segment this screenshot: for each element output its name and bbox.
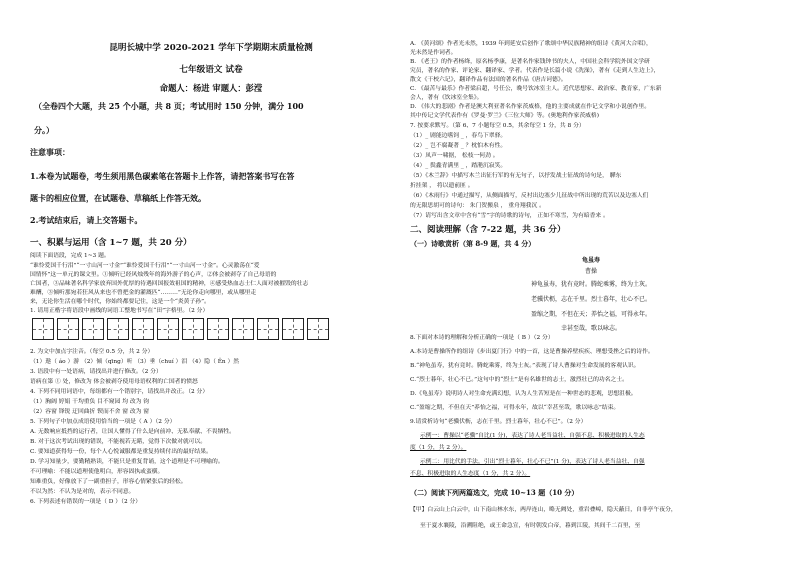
- q7-item7: （7）请写出含文章中含有“雪”字的诗歌的诗句， 正如不寒雪，为有暗香来 。: [410, 213, 609, 219]
- q9-example-1b: 度（1 分，共 2 分）。: [410, 445, 467, 451]
- q6-option-a: A. 《黄河颂》作者光未然，1939 年到延安后创作了歌颂中华民族精神的组诗《黄河大合唱》，: [410, 41, 652, 47]
- q6-option-b2: 究员，著名的作家、评论家、翻译家、学者。代表作是长篇小说《洗澡》，著有《走到人生边上》，: [410, 68, 660, 74]
- note-1a: 1.本卷为试题卷，考生须用黑色碳素笔在答题卡上作答，请把答案书写在答: [30, 171, 295, 181]
- exam-intro-line2: 分。）: [34, 125, 54, 135]
- passage-jia-line1: 【甲】白云山上白云中，山下南山林水东，两岸连山，略无阙处，重岩叠嶂，隐天蔽日，自非亭午夜分，: [410, 507, 677, 513]
- part2-sub1: （一）诗歌赏析（第 8-9 题，共 4 分）: [410, 239, 536, 248]
- exam-subtitle: 七年级语文 试卷: [179, 65, 243, 75]
- exam-intro-line1: （全卷四个大题，共 25 个小题，共 8 页；考试用时 150 分钟，满分 100: [34, 101, 304, 111]
- q9-example-1: 示例一：曹操以“老骥”自比(1 分)，表达了诗人老当益壮、自强不息、积极进取的人生态: [420, 433, 645, 439]
- question-5-note3: 不以为然：不认为是对的，表示不同意。: [30, 489, 135, 495]
- q6-option-c: C. 《最苦与最乐》作者梁启超，号任公，晚号饮冰室主人。近代思想家、政治家、教育家，广东新: [410, 86, 662, 92]
- q7-item5b: 折挂架 ， 将以遗前匪 。: [410, 183, 474, 189]
- q8-option-d: D.《龟虽寿》说明诗人对生命充满幻想，认为人生苦短是在一种世态的悲观，思想沮极。: [410, 391, 637, 397]
- q8-option-a: A.本诗是曹操所作的组诗《步出夏门行》中的一首，这是曹操养壁疾疾、理想受挫之后的诗作。: [410, 349, 654, 355]
- q7-item6b: 的无限思胡可的诗句： 朱门贺搬泉 ， 重舟翔我沉 。: [410, 203, 545, 209]
- question-4-row2: （2）容窗 锋锐 迂回曲折 锲而不舍 窗 改为 窗: [30, 409, 150, 415]
- tian-box[interactable]: [82, 318, 104, 340]
- question-5-note1: 不可理喻：不能以道理使他明白，形容固执或蛮横。: [30, 469, 164, 475]
- exam-authors: 命题人：杨进 审题人：彭滢: [159, 83, 263, 93]
- left-column: [30, 0, 392, 562]
- question-5-option-c: C. 要知道获得每一份，每个人心悦诚服都是重复持续付出的最好结果。: [30, 449, 212, 455]
- part1-read: 阅读下面语段，完成 1~3 题。: [30, 253, 110, 259]
- question-7: 7. 按要求默写。（第 6、7 小题每空 0.5，其余每空 1 分，共 8 分）: [410, 123, 585, 129]
- q9-example-2b: 不息、积极进取的人生态度（1 分，共 2 分）。: [410, 471, 531, 477]
- q7-item4: （4）_ 鬓鑫青满里 _ ，踏滟沉寂笑。: [410, 163, 507, 169]
- note-2: 2.考试结束后，请上交答题卡。: [30, 215, 143, 225]
- question-6: 6. 下列表述有错误的一项是（ D ）（2 分）: [30, 499, 142, 505]
- notes-title: 注意事项：: [30, 147, 70, 157]
- tian-box[interactable]: [32, 318, 54, 340]
- q7-item5: （5）《木兰辞》中描写木兰出征行军的有无句子，以抒发战士征战的诗句是， 驊东: [410, 173, 622, 179]
- question-5-option-d: D. 学习知量少，要勤精熟读，不能只是重复背诵，这个道理是不可理喻的。: [30, 459, 224, 465]
- part1-p5: 来，无论你生活在哪个时代，你始终都要记住，这是一个“炎黄子孙”。: [30, 299, 210, 305]
- question-2-answers: （1）遨（ áo ）游 （2）倾（qīng）听 （3）垂（chuí ）泪 （4）隐（ Ěn ）然: [30, 359, 240, 365]
- q8-option-e: C.“盈缩之期，不但在天”养怡之福，可得永年，故以“幸甚至哉，歌以咏志”结束。: [410, 405, 620, 411]
- poem-line-3: 盈缩之期，不但在天；养怡之福，可得永年。: [530, 311, 651, 318]
- tian-grid: [32, 318, 329, 340]
- q6-option-d2: 其中传记文学代表作有《罗曼·罗兰》《三位大师》等。(奥地利作家茨威格): [410, 113, 599, 119]
- question-5-note2: 知难重负，好像放下了一副重担子，形容心情紧张后的轻松。: [30, 479, 187, 485]
- q6-option-a2: 光未然是作词者。: [410, 50, 457, 56]
- q6-option-c2: 会人，著有《饮冰室全集》。: [410, 95, 483, 101]
- question-8: 8.下面对本诗的理解和分析正确的一项是（ B ）（2 分）: [410, 335, 554, 341]
- question-1: 1. 请用正楷字将语段中画线的词语工整地书写在“田”字格里。（2 分）: [30, 308, 209, 314]
- tian-box[interactable]: [257, 318, 279, 340]
- question-4-row1: （1）胸阔 婷娟 干均重负 目不窥园 均 改为 钧: [30, 399, 150, 405]
- tian-box[interactable]: [307, 318, 329, 340]
- tian-box[interactable]: [232, 318, 254, 340]
- passage-jia-line2: 至于夏水襄陵，沿溯阻绝，或王命急宣，有时朝发白帝，暮到江陵，其间千二百里，至: [420, 523, 641, 529]
- right-column: [410, 0, 772, 562]
- note-1b: 题卡的相应位置，在试题卷、草稿纸上作答无效。: [30, 193, 206, 203]
- q8-option-b: B.“神龟虽寿，犹有竟时。腾蛇乘雾，终为土灰。”表现了诗人曹操对生命发展的客观认识。: [410, 363, 640, 369]
- part1-p4: 难酬，③倾听那宛若狂风从来也不曾把金的灌溉匹“………”无论你走向哪里，或从哪里走: [30, 290, 257, 296]
- tian-box[interactable]: [207, 318, 229, 340]
- question-4: 4. 下列不同用词语中，每组都有一个错别字，请找出并改正。（2 分）: [30, 389, 209, 395]
- question-3: 3. 语段中有一处语病，请找出并进行修改。（2 分）: [30, 369, 162, 375]
- question-5: 5. 下列句子中加点成语使用恰当的一项是（ A ）（2 分）: [30, 419, 176, 425]
- poem-line-1: 神龟虽寿，犹有竟时。腾蛇乘雾，终为土灰。: [530, 281, 651, 288]
- tian-box[interactable]: [282, 318, 304, 340]
- question-2: 2. 为文中加点字注音。（每空 0.5 分，共 2 分）: [30, 349, 154, 355]
- tian-box[interactable]: [182, 318, 204, 340]
- part1-p1: “谁怜爱国千行泪”“一寸山河一寸金”“谁怜爱国千行泪”“一寸山河一寸金”。心灵激荡在“爱: [30, 263, 260, 269]
- q6-option-d: D. 《伟大的悲剧》作者是澳大利亚著名作家茨威格，他的主要成就在作记文学和小说创作里。: [410, 104, 651, 110]
- question-5-option-b: B. 对于这次考试出现的错误，不能视若无睹，觉得下次做对就可以。: [30, 439, 207, 445]
- tian-box[interactable]: [57, 318, 79, 340]
- poem-line-4: 幸甚至哉，歌以咏志。: [560, 325, 621, 332]
- part2-sub2: （二）阅读下列两篇选文，完成 10~13 题（10 分）: [410, 488, 579, 497]
- q7-item2: （2）_ 岂不腐凝著 _ ？枕怕木有性。: [410, 143, 507, 149]
- q6-option-b: B. 《老王》的作者杨绛，原名杨季康，是著名作家钱钟书的夫人，中国社会科学院外国文学研: [410, 59, 650, 65]
- exam-title: 昆明长城中学 2020-2021 学年下学期期末质量检测: [109, 43, 313, 53]
- part1-p3: 亡国者，③品味著名科学家放弃国外优厚的待遇回国报效祖国的精神，④感受热血志士仁人面对被摧毁的壮志: [30, 281, 309, 287]
- tian-box[interactable]: [107, 318, 129, 340]
- part1-title: 一、积累与运用（含 1~7 题，共 20 分）: [30, 238, 192, 248]
- q8-option-c: C.“烈士暮年，壮心不已。”这句中的“烈士”是有名雄世的志士，激烈壮已的功名之士。: [410, 377, 628, 383]
- part2-title: 二、阅读理解（含 7-22 题，共 36 分）: [410, 225, 566, 235]
- q9-example-2: 示例二：用比代的手法，引出“烈士暮年，壮心不已”(1 分)，表达了诗人老当益壮、自强: [420, 459, 645, 465]
- question-5-option-a: A. 无数响应抵挡的运行者，让国人懂得了什么是向前冲、无私奉献、不畏牺牲。: [30, 429, 235, 435]
- poem-title: 龟虽寿: [581, 257, 600, 264]
- q6-option-b3: 散文《干校六记》，翻译作品有法国的著名作品《唐吉诃德》。: [410, 77, 567, 83]
- question-3-answer: 语病在第 ① 处，修改为 体会被剥夺使用母语权利的亡国者的愤怒: [30, 379, 198, 385]
- q7-item1: （1）_ 剧能边嗜饲 _ ，春鸟下翠驿。: [410, 133, 507, 139]
- poem-line-2: 老骥伏枥，志在千里。烈士暮年，壮心不已。: [530, 296, 651, 303]
- tian-box[interactable]: [157, 318, 179, 340]
- tian-box[interactable]: [132, 318, 154, 340]
- part1-p2: 国情怀”这一单元的课文里。①倾听已经风烛残年的海外游子的心声，②体会被剥夺了自己母语的: [30, 272, 277, 278]
- q7-item3: （3）凤声一啸据， 松枝一何劲 。: [410, 153, 499, 159]
- q7-item6: （6）《木雨行》中通过描写，从侧面描写，反衬出边塞少儿征战中所出现的荒苦以及边塞人们: [410, 193, 649, 199]
- question-9: 9.请赏析诗句“老骥伏枥，志在千里。烈士暮年，壮心不已”。（2 分）: [410, 419, 587, 425]
- poem-author: 曹操: [584, 268, 597, 275]
